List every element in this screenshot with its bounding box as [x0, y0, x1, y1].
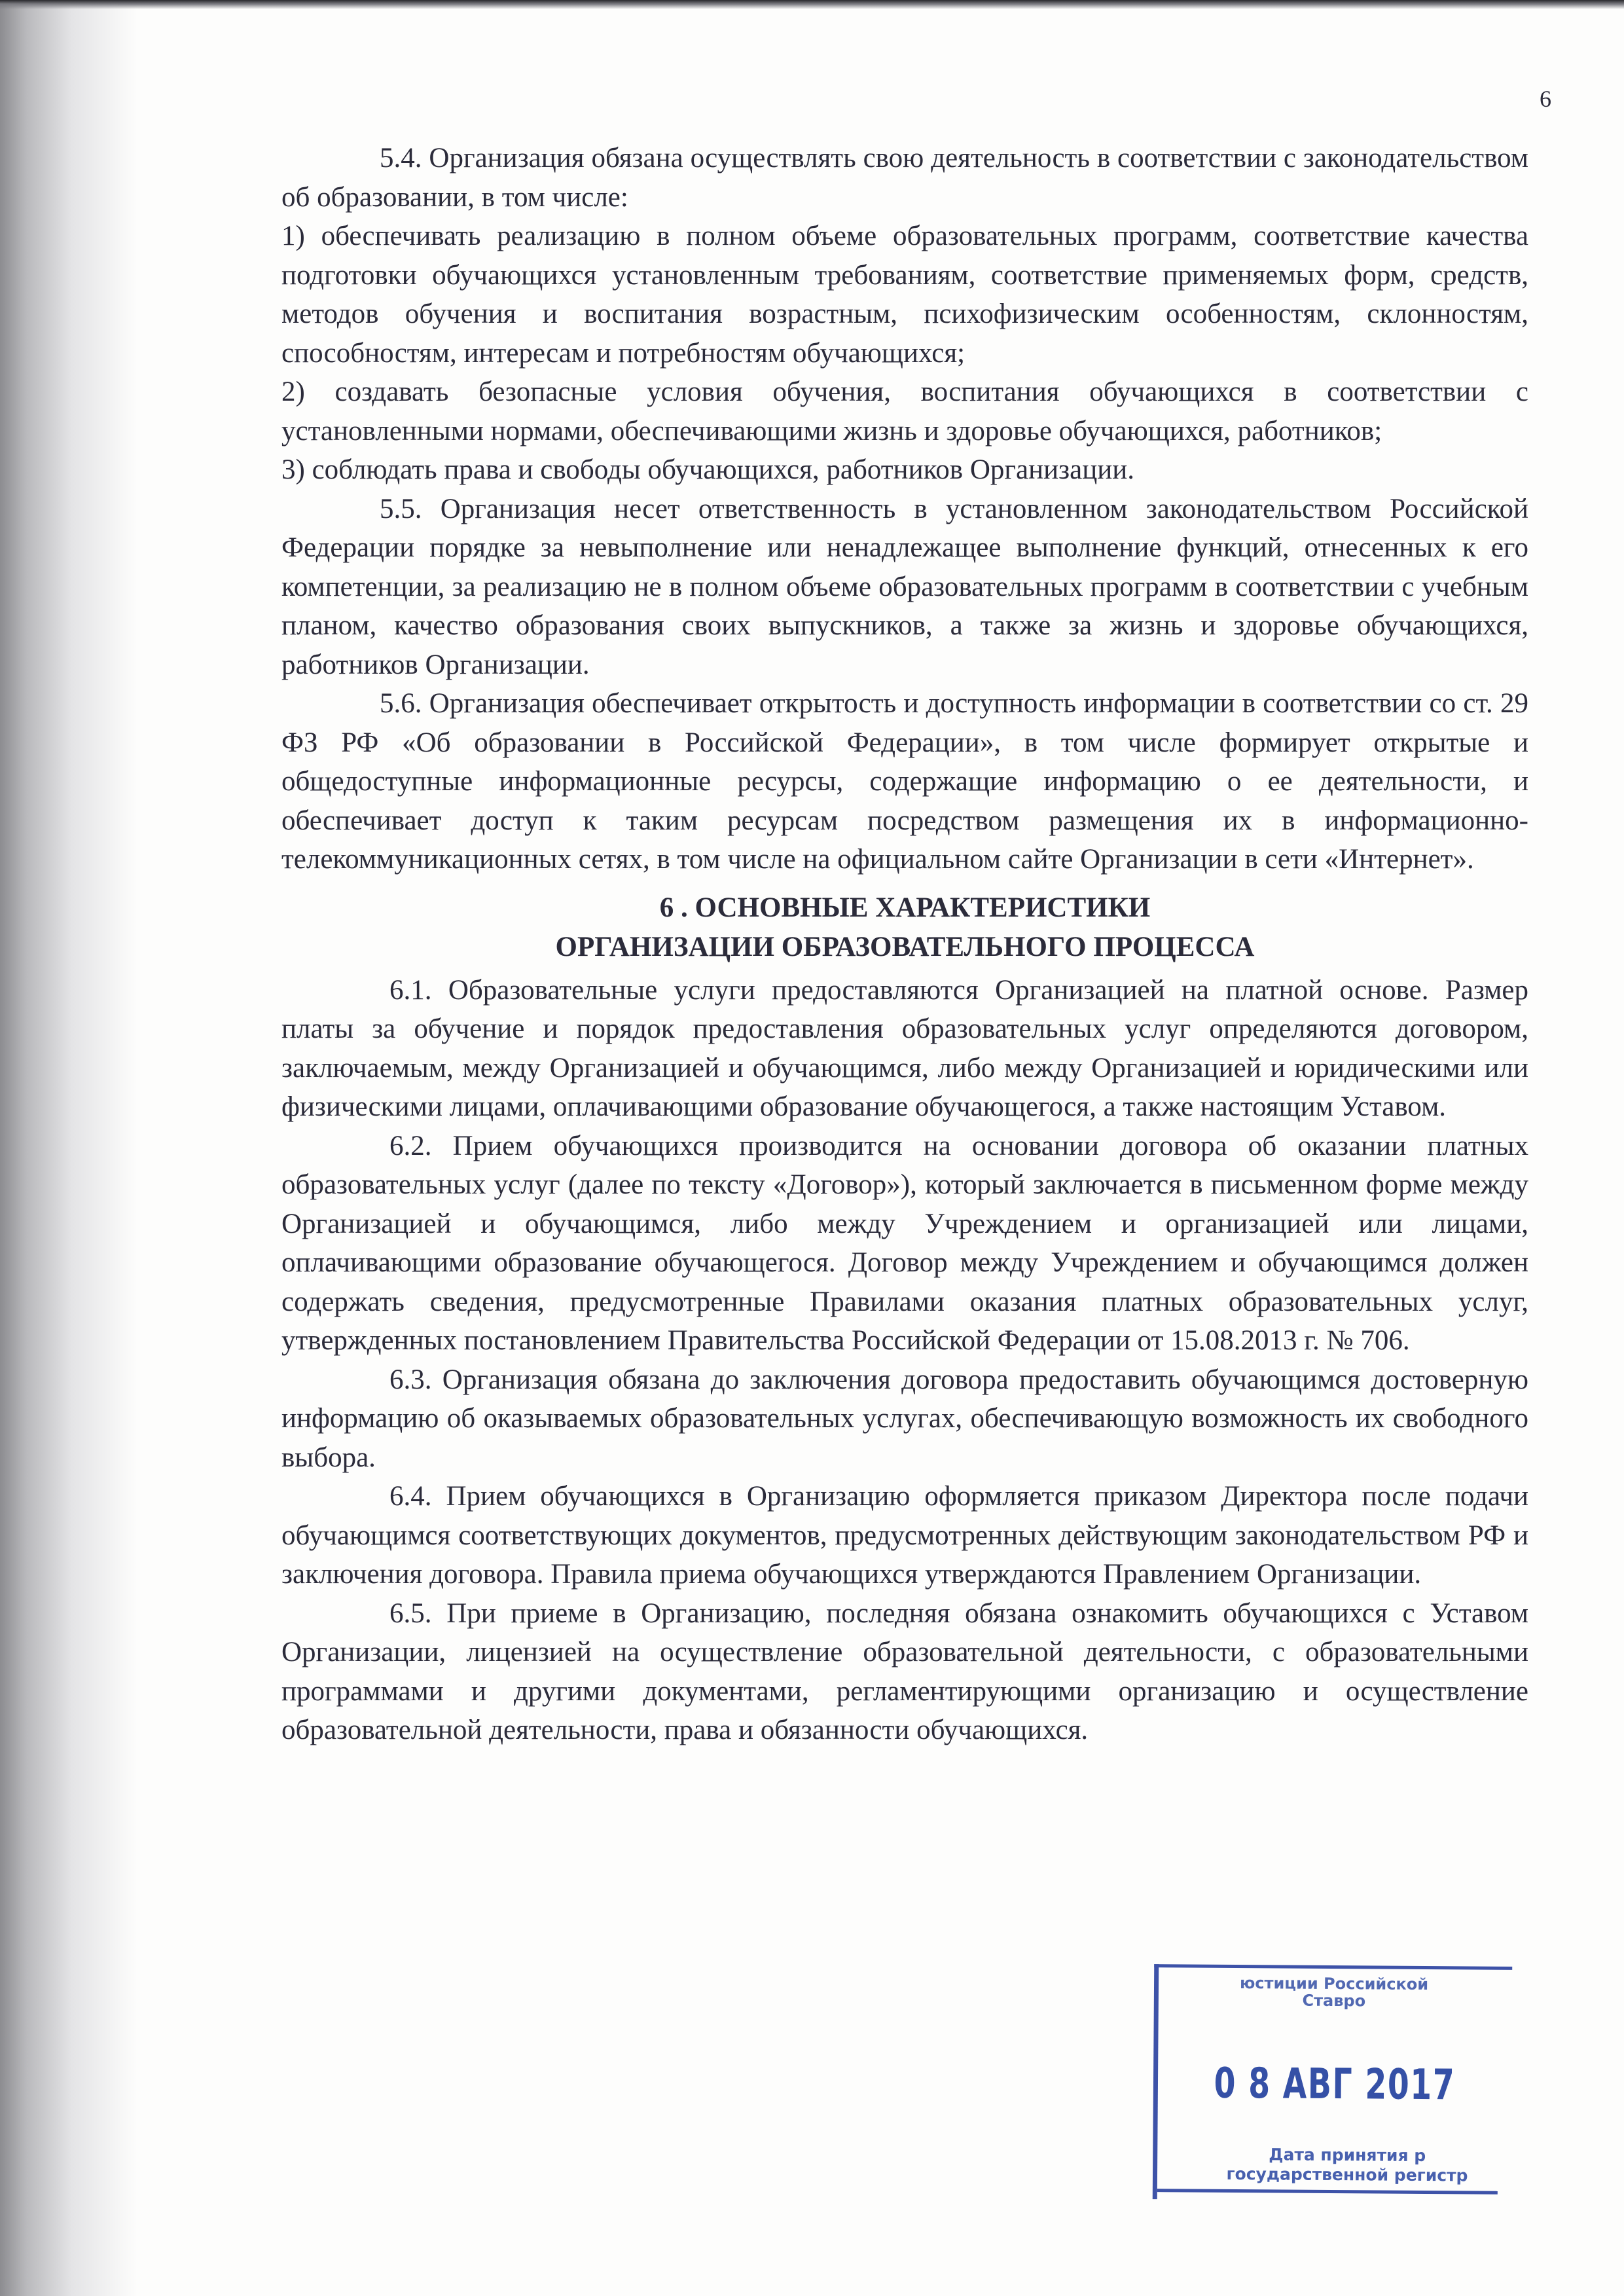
stamp-footer-line-2: государственной регистр	[1226, 2164, 1468, 2185]
stamp-footer	[1183, 2144, 1511, 2185]
registration-stamp	[1153, 1964, 1512, 2202]
stamp-org-line-1: юстиции Российской	[1239, 1974, 1429, 1994]
paragraph-6-1: 6.1. Образовательные услуги предоставляются Организацией на платной основе. Размер платы за обучение и порядок предоставления образовательных услуг определяются договором, заключаемым, между Организацией и обучающимся, либо между Организацией и юридическими или физическими лицами, оплачивающими образование обучающегося, а также настоящим Уставом.	[281, 974, 1528, 1122]
section-heading	[281, 888, 1528, 967]
paragraph-5-6: 5.6. Организация обеспечивает открытость и доступность информации в соответствии со ст. 29 ФЗ РФ «Об образовании в Российской Федерации», в том числе формирует открытые и общедоступные информационные ресурсы, содержащие информацию о ее деятельности, и обеспечивает доступ к таким ресурсам посредством размещения их в информационно-телекоммуникационных сетях, в том числе на официальном сайте Организации в сети «Интернет».	[281, 688, 1528, 875]
paragraph-6-4: 6.4. Прием обучающихся в Организацию оформляется приказом Директора после подачи обучающимся соответствующих документов, предусмотренных действующим законодательством РФ и заключения договора. Правила приема обучающихся утверждаются Правлением Организации.	[281, 1481, 1528, 1590]
list-item-1: 1) обеспечивать реализацию в полном объеме образовательных программ, соответствие качества подготовки обучающихся установленным требованиям, соответствие применяемых форм, средств, методов обучения и воспитания возрастным, психофизическим особенностям, склонностям, способностям, интересам и потребностям обучающихся;	[281, 221, 1528, 369]
scan-left-shadow	[0, 0, 137, 2296]
paragraph-6-3: 6.3. Организация обязана до заключения договора предоставить обучающимся достоверную информацию об оказываемых образовательных услугах, обеспечивающую возможность их свободного выбора.	[281, 1364, 1528, 1473]
paragraph-5-5: 5.5. Организация несет ответственность в установленном законодательством Российской Федерации порядке за невыполнение или ненадлежащее выполнение функций, отнесенных к его компетенции, за реализацию не в полном объеме образовательных программ в соответствии с учебным планом, качество образования своих выпускников, а также за жизнь и здоровье обучающихся, работников Организации.	[281, 493, 1528, 680]
section-heading-line-2: ОРГАНИЗАЦИИ ОБРАЗОВАТЕЛЬНОГО ПРОЦЕССА	[555, 931, 1255, 962]
stamp-org-line-2: Ставро	[1302, 1991, 1366, 2011]
paragraph-5-4: 5.4. Организация обязана осуществлять свою деятельность в соответствии с законодательством об образовании, в том числе:	[281, 143, 1528, 213]
stamp-footer-line-1: Дата принятия р	[1269, 2145, 1426, 2165]
section-heading-line-1: 6 . ОСНОВНЫЕ ХАРАКТЕРИСТИКИ	[659, 892, 1151, 923]
stamp-bottom-rule	[1157, 2189, 1498, 2195]
page-number: 6	[1540, 86, 1551, 112]
scan-top-border	[0, 0, 1624, 9]
paragraph-6-5: 6.5. При приеме в Организацию, последняя обязана ознакомить обучающихся с Уставом Организации, лицензией на осуществление образовательной деятельности, с образовательными программами и другими документами, регламентирующими организацию и осуществление образовательной деятельности, права и обязанности обучающихся.	[281, 1597, 1528, 1745]
list-item-3: 3) соблюдать права и свободы обучающихся, работников Организации.	[281, 454, 1134, 485]
paragraph-6-2: 6.2. Прием обучающихся производится на основании договора об оказании платных образовательных услуг (далее по тексту «Договор»), который заключается в письменном форме между Организацией и обучающимся, либо между Учреждением и организацией или лицами, оплачивающими образование обучающегося. Договор между Учреждением и обучающимся должен содержать сведения, предусмотренные Правилами оказания платных образовательных услуг, утвержденных постановлением Правительства Российской Федерации от 15.08.2013 г. № 706.	[281, 1130, 1528, 1356]
list-item-2: 2) создавать безопасные условия обучения, воспитания обучающихся в соответствии с установленными нормами, обеспечивающими жизнь и здоровье обучающихся, работников;	[281, 376, 1528, 446]
stamp-date: 0 8 АВГ 2017	[1214, 2059, 1456, 2110]
stamp-organization	[1170, 1974, 1498, 2010]
document-body	[281, 139, 1528, 1750]
